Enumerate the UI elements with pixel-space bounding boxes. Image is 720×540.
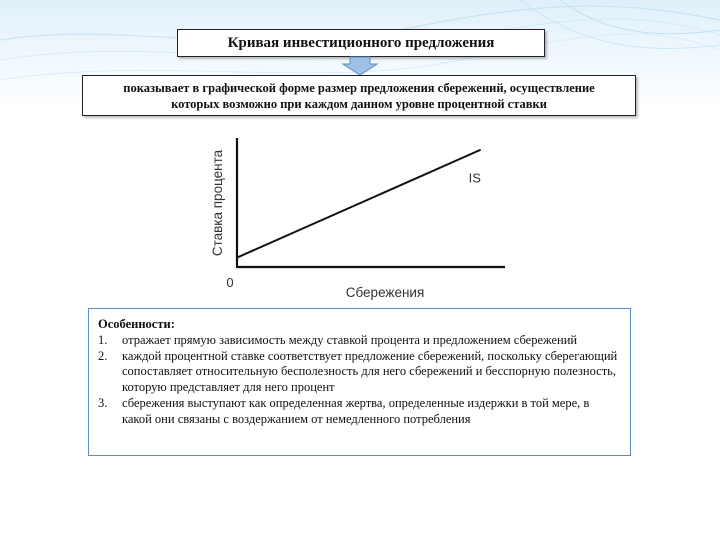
feature-item-3	[98, 396, 620, 428]
features-box	[88, 308, 631, 456]
down-arrow-icon	[342, 56, 378, 76]
feature-number: 2.	[98, 348, 108, 363]
x-axis-label: Сбережения	[345, 285, 425, 300]
is-curve-label: IS	[468, 170, 481, 186]
title-box	[177, 29, 545, 57]
features-heading: Особенности:	[98, 317, 175, 331]
feature-text: сбережения выступают как определенная жертва, определенные издержки в той мере, в какой они связаны с воздержанием от немедленного потребления	[122, 395, 590, 426]
feature-text: каждой процентной ставке соответствует предложение сбережений, поскольку сберегающий сопоставляет относительную бесполезность для него сбережений и бесспорную полезность, которую представляет для него процент	[122, 348, 618, 395]
description-line-1: показывает в графической форме размер предложения сбережений, осуществление	[123, 80, 595, 95]
feature-item-1	[98, 333, 620, 349]
feature-item-2	[98, 349, 620, 396]
page-title: Кривая инвестиционного предложения	[227, 34, 495, 51]
description-line-2: которых возможно при каждом данном уровне процентной ставки	[171, 96, 547, 111]
y-axis-label: Ставка процента	[210, 149, 225, 257]
description-box	[82, 75, 636, 116]
feature-number: 1.	[98, 332, 108, 347]
investment-supply-chart	[200, 125, 510, 305]
feature-number: 3.	[98, 395, 108, 410]
feature-text: отражает прямую зависимость между ставкой процента и предложением сбережений	[122, 332, 578, 347]
is-curve	[237, 150, 481, 258]
origin-label: 0	[226, 275, 234, 290]
